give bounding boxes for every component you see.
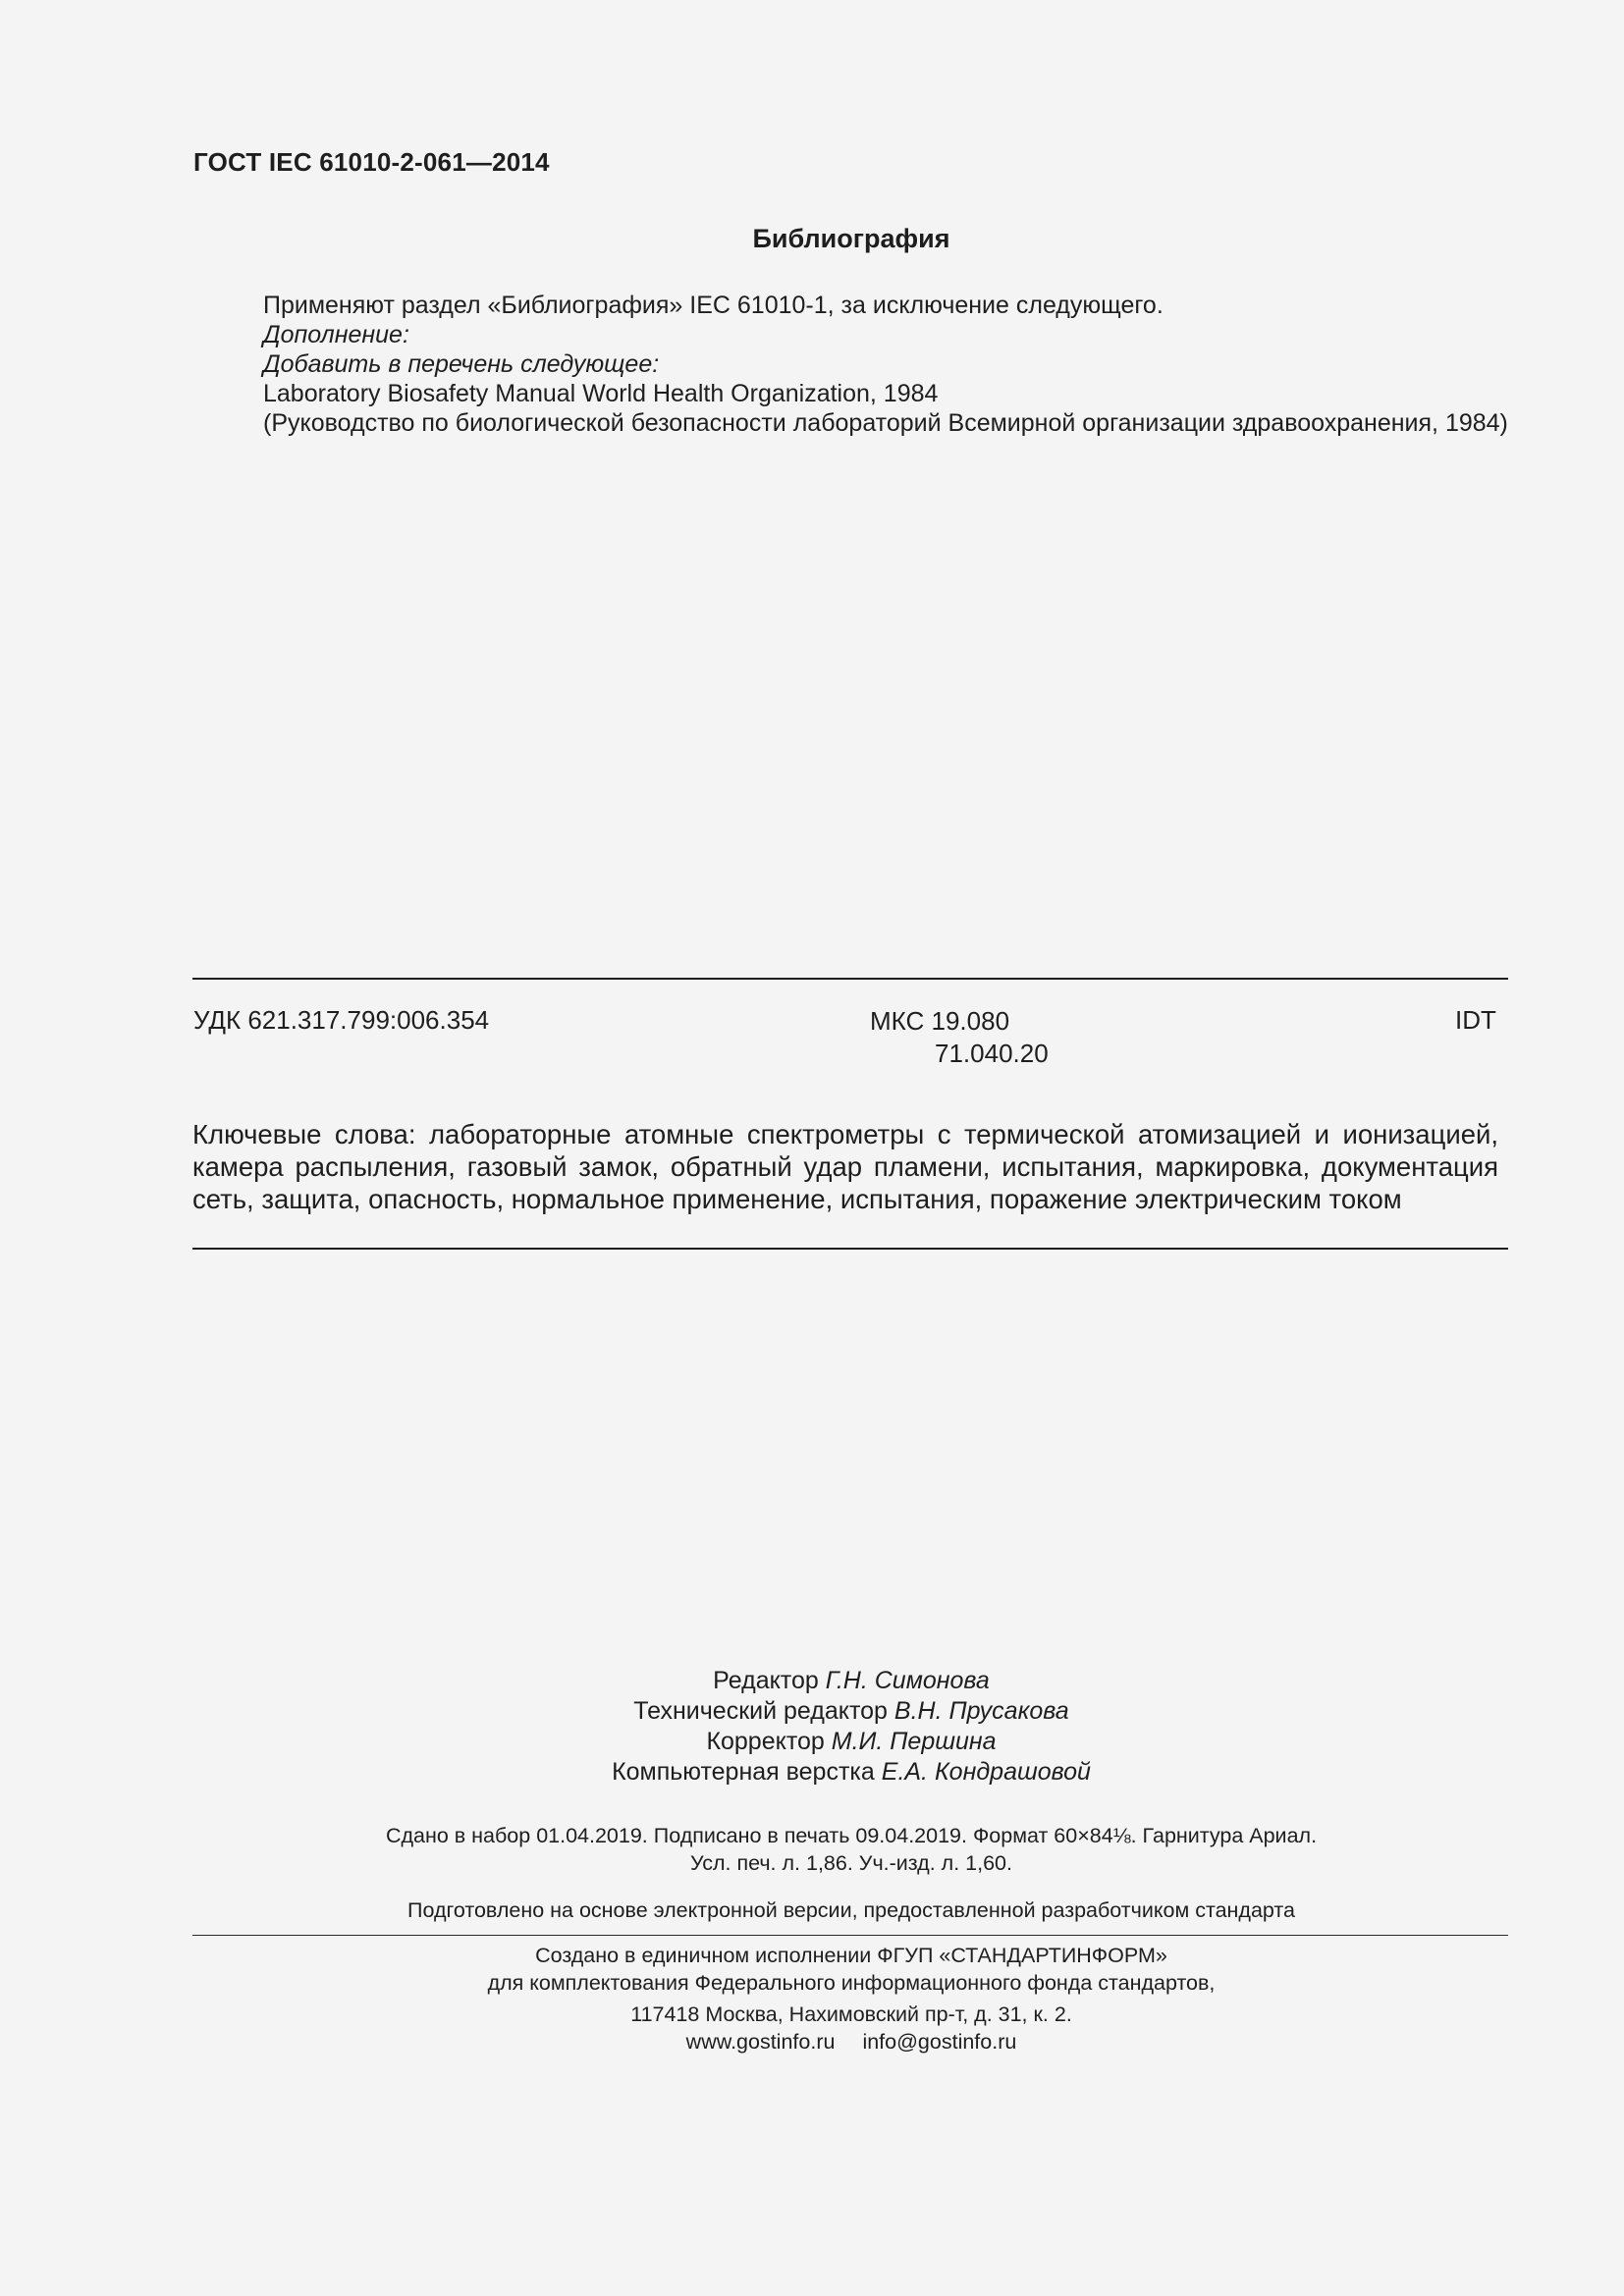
divider-imprint [192,1935,1508,1936]
reference-entry: Laboratory Biosafety Manual World Health Organization, 1984 [263,380,939,407]
mks-line-1: МКС 19.080 [870,1006,1010,1036]
print-info [0,1822,1624,1877]
mks-codes [870,1005,1049,1070]
credit-layout: Компьютерная верстка Е.А. Кондрашовой [612,1758,1091,1786]
print-info-line: Сдано в набор 01.04.2019. Подписано в печать 09.04.2019. Формат 60×84⅛. Гарнитура Ариал. [385,1824,1318,1847]
website-link[interactable]: www.gostinfo.ru [685,2030,836,2054]
email-link[interactable]: info@gostinfo.ru [862,2030,1017,2054]
udk-code: УДК 621.317.799:006.354 [193,1005,490,1035]
web-contacts [0,2028,1624,2056]
sheets-line: Усл. печ. л. 1,86. Уч.-изд. л. 1,60. [690,1851,1012,1875]
prepared-text: Подготовлено на основе электронной версии, предоставленной разработчиком стандарта [407,1898,1295,1922]
divider-keywords [192,1248,1508,1250]
credit-corrector: Корректор М.И. Першина [706,1728,997,1755]
created-line: Создано в единичном исполнении ФГУП «СТАНДАРТИНФОРМ» [535,1944,1167,1967]
document-code: ГОСТ IEC 61010-2-061—2014 [193,147,550,177]
mks-line-2: 71.040.20 [935,1039,1049,1068]
keywords: Ключевые слова: лабораторные атомные спектрометры с термической атомизацией и ионизацией, камера распыления, газовый замок, обратный удар пламени, испытания, маркировка, документация сеть, защита, опасность, нормальное применение, испытания, поражение электрическим током [192,1119,1498,1214]
idt-label: IDT [1455,1005,1496,1035]
credits-block [0,1666,1624,1788]
credit-tech-editor: Технический редактор В.Н. Прусакова [633,1697,1069,1725]
bibliography-body [263,291,1508,438]
address-line: 117418 Москва, Нахимовский пр-т, д. 31, к. 2. [630,2002,1072,2026]
bibliography-intro: Применяют раздел «Библиография» IEC 61010-1, за исключение следующего. [263,292,1164,319]
reference-translation: (Руководство по биологической безопасности лабораторий Всемирной организации здравоохранения, 1984) [263,409,1508,437]
bibliography-title: Библиография [752,224,950,253]
contact-info [0,2001,1624,2056]
divider-top [192,978,1508,980]
prepared-note [0,1896,1624,1924]
publisher-info [0,1942,1624,1997]
credit-editor: Редактор Г.Н. Симонова [713,1667,990,1694]
purpose-line: для комплектования Федерального информационного фонда стандартов, [487,1971,1216,1995]
addition-label: Дополнение: [263,321,409,348]
add-instruction: Добавить в перечень следующее: [263,350,660,378]
